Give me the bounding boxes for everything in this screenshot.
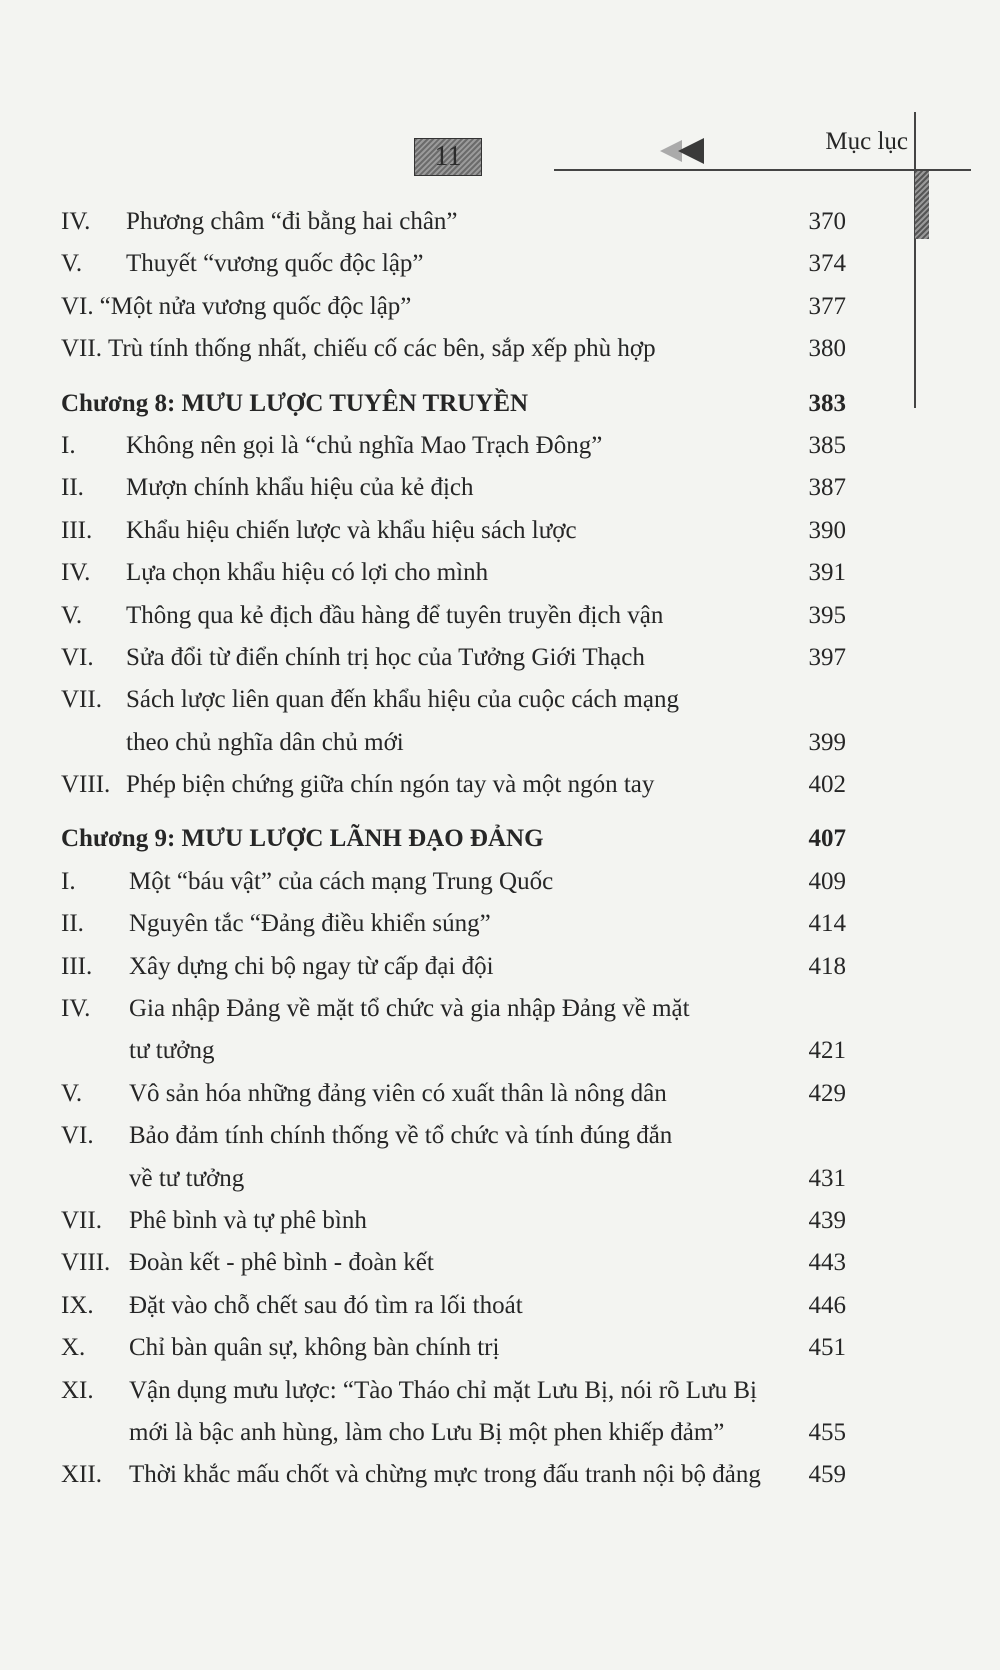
toc-entry-title: Một “báu vật” của cách mạng Trung Quốc <box>129 867 554 895</box>
toc-entry <box>61 727 851 769</box>
toc-entry <box>61 1459 851 1501</box>
toc-entry <box>61 684 851 726</box>
toc-entry <box>61 1035 851 1077</box>
toc-entry-title: tư tưởng <box>129 1037 215 1065</box>
toc-entry-number: XII. <box>61 1461 102 1489</box>
toc-entry-title: Nguyên tắc “Đảng điều khiển súng” <box>129 910 491 938</box>
toc-entry-title: Lựa chọn khẩu hiệu có lợi cho mình <box>126 559 489 587</box>
toc-page-number: 387 <box>808 474 846 502</box>
toc-entry-number: XI. <box>61 1376 94 1404</box>
toc-entry-title: Thông qua kẻ địch đầu hàng để tuyên truyền địch vận <box>126 601 664 629</box>
toc-entry <box>61 291 851 333</box>
toc-entry <box>61 430 851 472</box>
toc-entry <box>61 206 851 248</box>
toc-entry-title: Vô sản hóa những đảng viên có xuất thân là nông dân <box>129 1079 667 1107</box>
toc-entry <box>61 1417 851 1459</box>
double-arrow-left-icon <box>660 138 708 164</box>
toc-chapter-heading <box>61 388 851 430</box>
toc-entry-number: III. <box>61 516 93 544</box>
toc-entry-title: Phương châm “đi bằng hai chân” <box>126 208 458 235</box>
toc-page-number: 383 <box>808 389 846 417</box>
toc-entry <box>61 866 851 908</box>
margin-rule <box>914 112 916 408</box>
toc-entry-number: V. <box>61 1079 83 1107</box>
toc-entry-title: theo chủ nghĩa dân chủ mới <box>126 728 404 756</box>
toc-page-number: 409 <box>808 867 846 895</box>
toc-page-number: 443 <box>808 1249 846 1277</box>
toc-entry-number: IV. <box>61 995 91 1023</box>
toc-page-number: 374 <box>808 250 846 278</box>
toc-entry-title: Chương 8: MƯU LƯỢC TUYÊN TRUYỀN <box>61 389 529 417</box>
toc-entry-number: V. <box>61 250 83 278</box>
toc-page-number: 395 <box>808 601 846 629</box>
toc-entry-title: mới là bậc anh hùng, làm cho Lưu Bị một phen khiếp đảm” <box>129 1418 725 1446</box>
toc-entry-title: Khẩu hiệu chiến lược và khẩu hiệu sách lược <box>126 516 577 544</box>
toc-entry-number: V. <box>61 601 83 629</box>
toc-entry-title: Không nên gọi là “chủ nghĩa Mao Trạch Đông” <box>126 431 603 459</box>
toc-entry-title: Phép biện chứng giữa chín ngón tay và một ngón tay <box>126 771 655 799</box>
toc-entry <box>61 1247 851 1289</box>
toc-entry-title: Phê bình và tự phê bình <box>129 1206 367 1234</box>
toc-entry-title: Sách lược liên quan đến khẩu hiệu của cuộc cách mạng <box>126 686 679 714</box>
toc-entry-number: IV. <box>61 559 91 587</box>
toc-page-number: 446 <box>808 1291 846 1319</box>
toc-page-number: 418 <box>808 952 846 980</box>
toc-entry-title: Vận dụng mưu lược: “Tào Tháo chỉ mặt Lưu Bị, nói rõ Lưu Bị <box>129 1376 757 1404</box>
toc-entry-title: Thời khắc mấu chốt và chừng mực trong đấu tranh nội bộ đảng <box>129 1461 761 1489</box>
toc-page-number: 414 <box>808 910 846 938</box>
toc-page-number: 380 <box>808 335 846 363</box>
thumb-tab <box>915 171 929 239</box>
toc-page-number: 407 <box>808 825 846 853</box>
toc-entry <box>61 769 851 811</box>
toc-entry <box>61 1205 851 1247</box>
toc-entry-number: VIII. <box>61 771 111 799</box>
toc-chapter-heading <box>61 823 851 865</box>
toc-entry <box>61 1120 851 1162</box>
toc-page-number: 429 <box>808 1079 846 1107</box>
table-of-contents <box>61 206 851 1502</box>
toc-entry-number: II. <box>61 910 84 938</box>
page-number-box: 11 <box>414 138 482 176</box>
toc-page-number: 439 <box>808 1206 846 1234</box>
toc-page-number: 402 <box>808 771 846 799</box>
toc-entry-title: Đặt vào chỗ chết sau đó tìm ra lối thoát <box>129 1291 523 1319</box>
toc-entry <box>61 642 851 684</box>
toc-entry-number: VI. <box>61 292 94 320</box>
toc-entry <box>61 248 851 290</box>
toc-entry <box>61 993 851 1035</box>
toc-entry-number: IV. <box>61 208 91 235</box>
toc-entry-title: Thuyết “vương quốc độc lập” <box>126 250 424 278</box>
toc-page-number: 451 <box>808 1334 846 1362</box>
toc-entry <box>61 1332 851 1374</box>
toc-entry-title: Xây dựng chi bộ ngay từ cấp đại đội <box>129 952 494 980</box>
toc-entry-number: VIII. <box>61 1249 111 1277</box>
toc-entry-title: Sửa đổi từ điển chính trị học của Tưởng Giới Thạch <box>126 643 645 671</box>
toc-page-number: 370 <box>808 208 846 235</box>
toc-entry-number: VI. <box>61 1122 94 1150</box>
toc-entry <box>61 557 851 599</box>
toc-page-number: 391 <box>808 559 846 587</box>
toc-entry <box>61 333 851 375</box>
toc-entry <box>61 908 851 950</box>
toc-entry-number: I. <box>61 867 76 895</box>
toc-entry-title: Đoàn kết - phê bình - đoàn kết <box>129 1249 434 1277</box>
toc-entry <box>61 1163 851 1205</box>
toc-entry <box>61 951 851 993</box>
toc-entry-number: VII. <box>61 686 102 714</box>
toc-entry <box>61 1375 851 1417</box>
toc-page-number: 399 <box>808 728 846 756</box>
header-rule <box>554 169 971 171</box>
toc-entry-title: Chỉ bàn quân sự, không bàn chính trị <box>129 1334 500 1362</box>
toc-page-number: 390 <box>808 516 846 544</box>
toc-page-number: 385 <box>808 431 846 459</box>
running-title: Mục lục <box>825 128 908 155</box>
toc-entry-number: VI. <box>61 643 94 671</box>
toc-entry <box>61 1290 851 1332</box>
toc-page-number: 455 <box>808 1418 846 1446</box>
toc-page-number: 421 <box>808 1037 846 1065</box>
toc-entry <box>61 515 851 557</box>
toc-entry-number: X. <box>61 1334 86 1362</box>
toc-page-number: 459 <box>808 1461 846 1489</box>
toc-entry-number: III. <box>61 952 93 980</box>
toc-entry-title: Mượn chính khẩu hiệu của kẻ địch <box>126 474 474 502</box>
toc-entry <box>61 1078 851 1120</box>
toc-entry <box>61 600 851 642</box>
toc-entry-number: VII. <box>61 335 102 363</box>
toc-entry-title: về tư tưởng <box>129 1164 245 1192</box>
toc-entry-number: II. <box>61 474 84 502</box>
toc-page-number: 377 <box>808 292 846 320</box>
toc-entry-number: VII. <box>61 1206 102 1234</box>
toc-entry-number: I. <box>61 431 76 459</box>
toc-entry-title: Gia nhập Đảng về mặt tổ chức và gia nhập Đảng về mặt <box>129 995 690 1023</box>
toc-entry-title: Trù tính thống nhất, chiếu cố các bên, sắp xếp phù hợp <box>107 335 656 363</box>
toc-entry-title: Chương 9: MƯU LƯỢC LÃNH ĐẠO ĐẢNG <box>61 825 544 853</box>
toc-entry <box>61 472 851 514</box>
toc-entry-title: “Một nửa vương quốc độc lập” <box>99 292 412 320</box>
toc-entry-number: IX. <box>61 1291 94 1319</box>
toc-page-number: 397 <box>808 643 846 671</box>
toc-entry-title: Bảo đảm tính chính thống về tổ chức và tính đúng đắn <box>129 1122 673 1150</box>
toc-page-number: 431 <box>808 1164 846 1192</box>
